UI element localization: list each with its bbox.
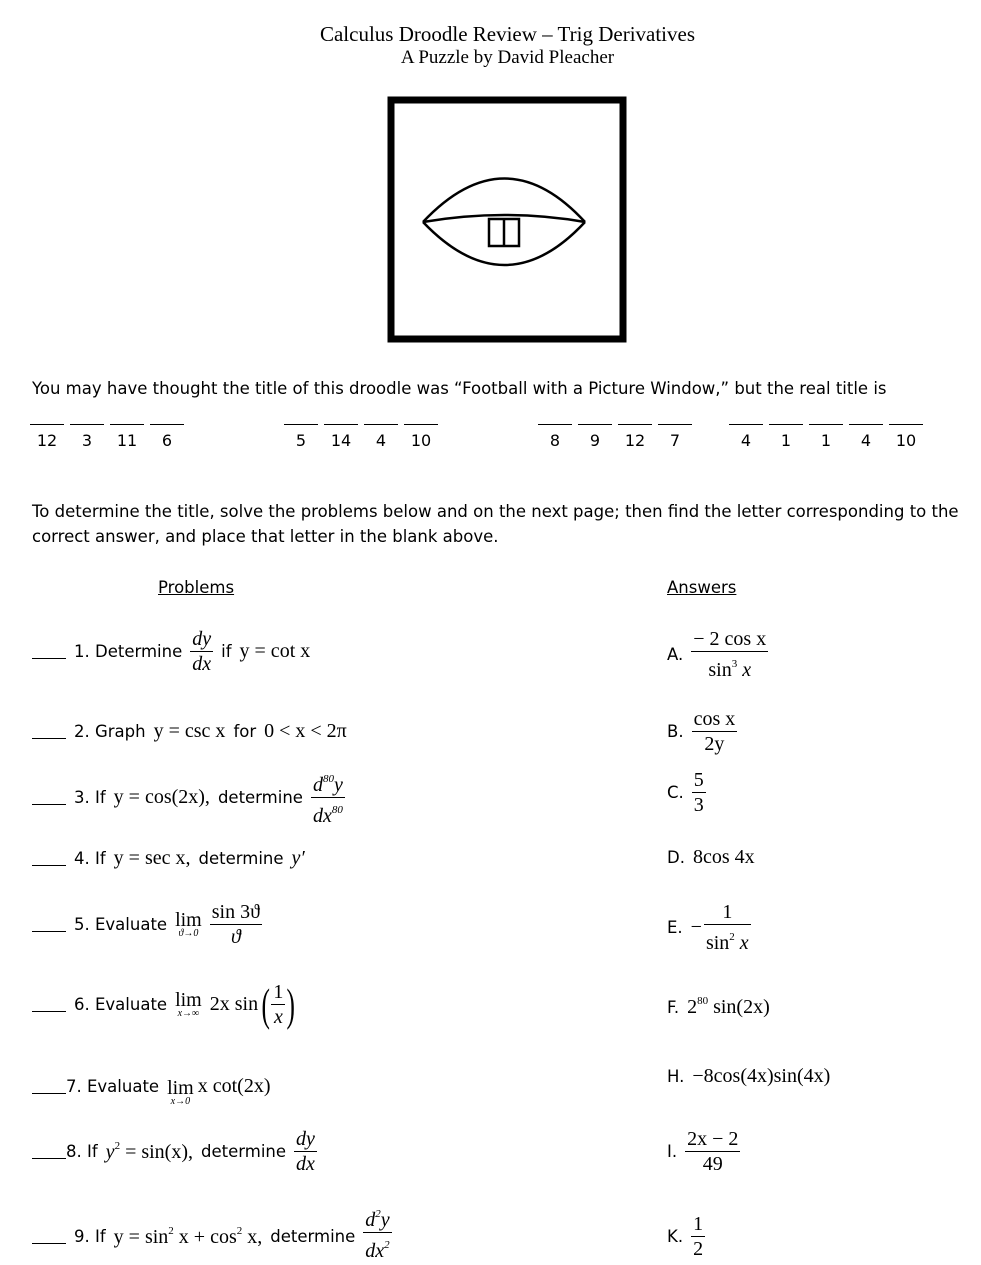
answer-blank[interactable] — [32, 644, 66, 659]
letter-blank[interactable] — [150, 424, 184, 425]
answer-label: C. — [667, 783, 684, 802]
answer-E — [667, 900, 751, 955]
math-expression: $y^2 = \sin(x)$, — [105, 1139, 194, 1163]
problem-label: 6. Evaluate — [74, 995, 168, 1014]
page-title: Calculus Droodle Review – Trig Derivatives — [319, 22, 696, 46]
blank-number: 10 — [410, 431, 432, 450]
math-expression: 2x sin — [209, 993, 259, 1015]
fraction: $\frac{5}{3}$ — [693, 769, 704, 816]
fraction: $\frac{1}{2}$ — [693, 1213, 704, 1260]
math-expression: y = cos(2x), — [113, 786, 210, 808]
problems-heading: Problems — [158, 578, 235, 597]
letter-blank[interactable] — [889, 424, 923, 425]
blank-number: 5 — [295, 431, 307, 450]
answer-label: D. — [667, 848, 685, 867]
letter-blank[interactable] — [729, 424, 763, 425]
answer-blank[interactable] — [32, 997, 66, 1012]
fraction: $\frac{\sin 3ϑ}{ϑ}$ — [211, 901, 260, 948]
problem-3 — [32, 767, 345, 828]
problem-2 — [32, 720, 347, 743]
answer-label: A. — [667, 645, 684, 664]
problem-7 — [32, 1065, 271, 1107]
fraction: $\frac{1}{x}$ — [273, 981, 284, 1028]
letter-blank[interactable] — [404, 424, 438, 425]
math-expression: 8cos 4x — [692, 846, 755, 868]
blank-number: 7 — [669, 431, 681, 450]
fraction: $\frac{2x - 2}{49}$ — [687, 1128, 739, 1175]
problem-label: 9. If — [74, 1227, 106, 1246]
problem-label: 7. Evaluate — [66, 1076, 160, 1096]
blank-number: 10 — [895, 431, 917, 450]
answer-B — [667, 707, 737, 756]
answer-label: K. — [667, 1227, 684, 1246]
blank-number: 8 — [549, 431, 561, 450]
problem-label: 4. If — [74, 849, 106, 868]
limit: lim ϑ→0 — [175, 908, 202, 939]
intro-text: You may have thought the title of this droodle was “Football with a Picture Window,” but the real title is — [32, 379, 887, 398]
math-expression: −8cos(4x)sin(4x) — [692, 1065, 831, 1087]
title-word-3 — [538, 424, 692, 450]
answer-D — [667, 846, 755, 869]
problem-text: determine — [217, 788, 303, 807]
answer-K — [667, 1212, 705, 1261]
math-expression: y = cot x — [239, 640, 311, 662]
answer-blank[interactable] — [32, 1144, 66, 1159]
right-paren: ) — [286, 978, 296, 1030]
problem-1 — [32, 627, 310, 676]
blank-number: 4 — [740, 431, 752, 450]
problem-4 — [32, 847, 305, 870]
math-expression: $2^{80}$ sin(2x) — [687, 995, 770, 1018]
letter-blank[interactable] — [70, 424, 104, 425]
answer-blank[interactable] — [32, 1229, 66, 1244]
answer-blank[interactable] — [32, 790, 66, 805]
math-expression: y = sec x, — [113, 847, 191, 869]
problem-text: determine — [201, 1142, 287, 1161]
problem-label: 1. Determine — [74, 642, 183, 661]
letter-blank[interactable] — [324, 424, 358, 425]
fraction: $\frac{\text{− 2 cos x}}{\sin^3 x}$ — [693, 628, 767, 681]
fraction: $\frac{d^2y}{dx^2}$ — [365, 1208, 390, 1262]
letter-blank[interactable] — [538, 424, 572, 425]
answer-label: H. — [667, 1067, 685, 1086]
letter-blank[interactable] — [849, 424, 883, 425]
letter-blank[interactable] — [364, 424, 398, 425]
math-expression: $y = \sin^2 x + \cos^2 x$, — [113, 1224, 263, 1248]
blank-number: 4 — [860, 431, 872, 450]
problem-text: for — [233, 722, 257, 741]
answers-heading: Answers — [667, 578, 737, 597]
answer-H — [667, 1065, 830, 1088]
math-expression: x cot(2x) — [197, 1074, 271, 1097]
problem-text: determine — [198, 849, 284, 868]
letter-blank[interactable] — [658, 424, 692, 425]
answer-A — [667, 627, 768, 682]
blank-number: 3 — [81, 431, 93, 450]
letter-blank[interactable] — [110, 424, 144, 425]
blank-number: 12 — [36, 431, 58, 450]
droodle-picture — [385, 95, 630, 345]
problem-6 — [32, 980, 299, 1029]
letter-blank[interactable] — [30, 424, 64, 425]
instructions-text: To determine the title, solve the problems below and on the next page; then find the letter corresponding to the correct answer, and place that letter in the blank above. — [32, 502, 959, 546]
problem-label: 5. Evaluate — [74, 915, 168, 934]
math-sign: − — [690, 916, 702, 938]
problem-9 — [32, 1210, 392, 1263]
fraction: $\frac{1}{\sin^2 x}$ — [705, 901, 749, 954]
answer-C — [667, 768, 706, 817]
left-paren: ( — [261, 978, 270, 1030]
fraction: $\frac{dy}{dx}$ — [296, 1128, 315, 1175]
answer-F — [667, 995, 770, 1019]
answer-I — [667, 1127, 740, 1176]
letter-blank[interactable] — [284, 424, 318, 425]
blank-number: 11 — [116, 431, 138, 450]
answer-label: F. — [667, 997, 680, 1017]
problem-text: if — [221, 642, 232, 661]
answer-blank[interactable] — [32, 851, 66, 866]
answer-blank[interactable] — [32, 1079, 66, 1094]
problem-5 — [32, 900, 262, 949]
letter-blank[interactable] — [578, 424, 612, 425]
answer-blank[interactable] — [32, 917, 66, 932]
problem-label: 3. If — [74, 788, 106, 807]
math-expression: 0 < x < 2π — [264, 720, 347, 742]
blank-number: 1 — [820, 431, 832, 450]
problem-label: 8. If — [66, 1142, 98, 1161]
title-word-1 — [30, 424, 184, 450]
fraction: $\frac{\text{cos x}}{2y}$ — [693, 708, 736, 755]
letter-blank[interactable] — [809, 424, 843, 425]
fraction: $\frac{dy}{dx}$ — [192, 628, 212, 675]
title-word-2 — [284, 424, 438, 450]
answer-label: B. — [667, 722, 684, 741]
fraction: $\frac{d^{80}y}{dx^{80}}$ — [312, 773, 343, 827]
letter-blank[interactable] — [769, 424, 803, 425]
letter-blank[interactable] — [618, 424, 652, 425]
answer-label: E. — [667, 918, 683, 937]
blank-number: 1 — [780, 431, 792, 450]
page-subtitle: A Puzzle by David Pleacher — [400, 47, 615, 68]
math-expression: y′ — [291, 847, 305, 869]
problem-text: determine — [270, 1227, 356, 1246]
answer-blank[interactable] — [32, 724, 66, 739]
math-expression: y = csc x — [153, 720, 226, 742]
limit: lim x→∞ — [175, 988, 202, 1019]
limit: lim x→0 — [167, 1077, 194, 1107]
blank-number: 12 — [624, 431, 646, 450]
blank-number: 6 — [161, 431, 173, 450]
answer-label: I. — [667, 1142, 678, 1161]
blank-number: 4 — [375, 431, 387, 450]
title-word-4 — [729, 424, 923, 450]
blank-number: 14 — [330, 431, 352, 450]
problem-8 — [32, 1127, 317, 1176]
problem-label: 2. Graph — [74, 722, 146, 741]
blank-number: 9 — [589, 431, 601, 450]
